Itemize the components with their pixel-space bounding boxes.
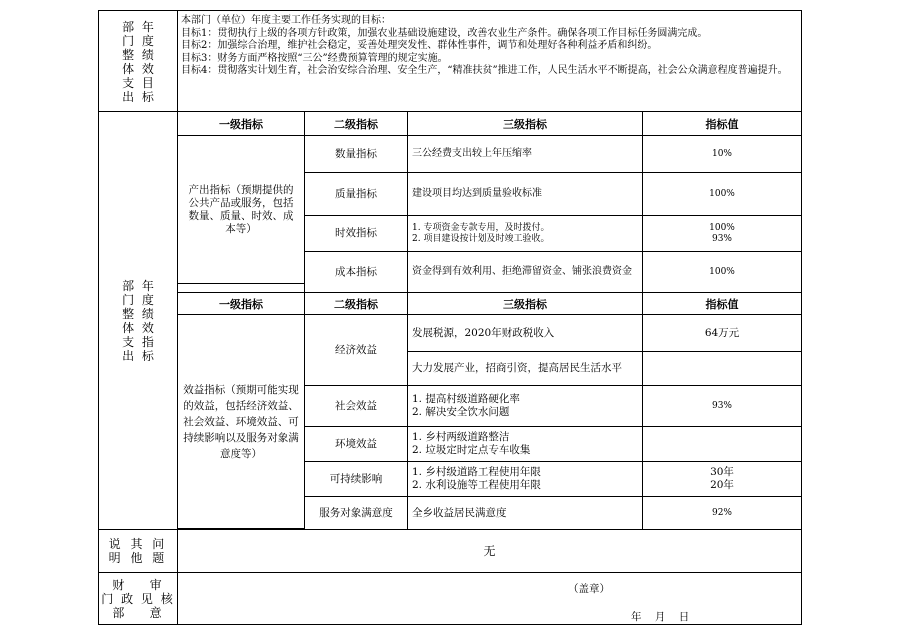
indicators-label-line: 出 标	[122, 349, 156, 363]
satisfaction-text: 全乡收益居民满意度	[412, 506, 507, 519]
benefit-level2-social: 社会效益	[304, 385, 408, 427]
timeliness-line: 2. 项目建设按计划及时竣工验收。	[412, 233, 550, 244]
section-indicators-label	[98, 111, 178, 529]
goal-item: 目标3：财务方面严格按照“三公”经费预算管理的规定实施。	[181, 52, 448, 64]
indicators-label-line: 门 度	[122, 293, 156, 307]
indicators-label-line: 体 效	[122, 321, 156, 335]
output-level3-quality-text: 建设项目均达到质量验收标准	[412, 187, 542, 199]
review-label-line: 财 审	[112, 577, 164, 592]
benefit-value-satisfaction: 92%	[642, 496, 802, 530]
benefit-value-economic-b	[642, 351, 802, 386]
header2-level1: 一级指标	[177, 292, 305, 315]
goals-label-line: 出 标	[122, 89, 156, 104]
header-level2: 二级指标	[304, 111, 408, 136]
benefit-level3-satisfaction	[407, 496, 643, 530]
environment-line: 2. 垃圾定时定点专车收集	[412, 444, 531, 456]
header2-level3: 三级指标	[407, 292, 643, 315]
indicators-label-line: 部 年	[122, 279, 156, 293]
other-label-line: 说 其 问	[108, 537, 168, 551]
timeliness-value: 93%	[711, 233, 732, 244]
social-line: 2. 解决安全饮水问题	[412, 406, 510, 418]
benefit-level2-satisfaction: 服务对象满意度	[304, 496, 408, 530]
output-level3-cost-text: 资金得到有效利用、拒绝滞留资金、铺张浪费资金	[412, 265, 632, 277]
benefit-level3-economic-a	[407, 314, 643, 352]
indicators-label-line: 整 绩	[122, 307, 156, 321]
benefit-value-economic: 64万元	[642, 314, 802, 352]
output-level1-text: 产出指标（预期提供的公共产品或服务，包括数量、质量、时效、成本等）	[188, 183, 294, 235]
sustainable-value: 20年	[710, 479, 734, 491]
benefit-value-environment	[642, 426, 802, 462]
benefit-value-sustainable	[642, 461, 802, 497]
output-level3-cost	[407, 251, 643, 293]
economic-a-text: 发展税源，2020年财政税收入	[412, 326, 555, 339]
section-review-content	[177, 572, 802, 625]
section-review-label	[98, 572, 178, 625]
output-level2-quantity: 数量指标	[304, 135, 408, 173]
output-level3-timeliness	[407, 215, 643, 252]
header-value: 指标值	[642, 111, 802, 136]
indicators-label-line: 支 指	[122, 335, 156, 349]
header-level1: 一级指标	[177, 111, 305, 136]
output-level3-quantity	[407, 135, 643, 173]
benefit-level2-sustainable: 可持续影响	[304, 461, 408, 497]
social-line: 1. 提高村级道路硬化率	[412, 393, 520, 405]
stamp-text: （盖章）	[568, 583, 610, 595]
goal-item: 目标1：贯彻执行上级的各项方针政策，加强农业基础设施建设，改善农业生产条件。确保各项工作目标任务圆满完成。	[181, 27, 708, 39]
sustainable-line: 2. 水利设施等工程使用年限	[412, 479, 541, 491]
benefit-value-social: 93%	[642, 385, 802, 427]
goals-label-line: 门 度	[122, 33, 156, 48]
environment-line: 1. 乡村两级道路整洁	[412, 431, 510, 443]
benefit-level3-social	[407, 385, 643, 427]
output-level1	[177, 135, 305, 284]
goal-item: 目标2：加强综合治理，维护社会稳定，妥善处理突发性、群体性事件，调节和处理好各种利益矛盾和纠纷。	[181, 40, 658, 51]
benefit-level3-economic-b	[407, 351, 643, 386]
benefit-level2-economic: 经济效益	[304, 314, 408, 386]
timeliness-line: 1. 专项资金专款专用，及时拨付。	[412, 222, 550, 233]
review-label-line: 部 意	[112, 605, 164, 620]
output-level3-quantity-text: 三公经费支出较上年压缩率	[412, 147, 532, 159]
output-level3-quality	[407, 172, 643, 216]
benefit-level3-environment	[407, 426, 643, 462]
section-goals-label	[98, 10, 178, 111]
other-label-line: 明 他 题	[108, 551, 168, 565]
review-label-line: 门 政 见 核	[101, 591, 175, 606]
output-value-timeliness	[642, 215, 802, 252]
output-level2-quality: 质量指标	[304, 172, 408, 216]
section-other-label	[98, 529, 178, 573]
goals-label-line: 支 目	[122, 75, 156, 90]
output-value-cost: 100%	[642, 251, 802, 293]
goals-label-line: 部 年	[122, 19, 156, 34]
output-level2-timeliness: 时效指标	[304, 215, 408, 252]
header-level3: 三级指标	[407, 111, 643, 136]
output-value-quantity: 10%	[642, 135, 802, 173]
benefit-level1-text: 效益指标（预期可能实现的效益，包括经济效益、社会效益、环境效益、可持续影响以及服务对象满意度等）	[183, 383, 299, 460]
goals-label-line: 整 绩	[122, 47, 156, 62]
sustainable-line: 1. 乡村级道路工程使用年限	[412, 466, 541, 478]
performance-table	[98, 10, 802, 625]
sustainable-value: 30年	[710, 466, 734, 478]
date-text: 年 月 日	[631, 611, 690, 623]
benefit-level3-sustainable	[407, 461, 643, 497]
benefit-level1	[177, 314, 305, 529]
benefit-level2-environment: 环境效益	[304, 426, 408, 462]
section-goals-content	[177, 10, 802, 111]
output-value-quality: 100%	[642, 172, 802, 216]
section-other-content: 无	[177, 529, 802, 573]
output-level2-cost: 成本指标	[304, 251, 408, 293]
goal-item: 目标4：贯彻落实计划生育，社会治安综合治理、安全生产，“精准扶贫”推进工作，人民生活水平不断提高，社会公众满意程度普遍提升。	[181, 65, 788, 76]
goals-intro: 本部门（单位）年度主要工作任务实现的目标：	[181, 15, 391, 26]
header2-level2: 二级指标	[304, 292, 408, 315]
goals-label-line: 体 效	[122, 61, 156, 76]
economic-b-text: 大力发展产业，招商引资，提高居民生活水平	[412, 362, 622, 375]
timeliness-value: 100%	[709, 222, 735, 233]
header2-value: 指标值	[642, 292, 802, 315]
